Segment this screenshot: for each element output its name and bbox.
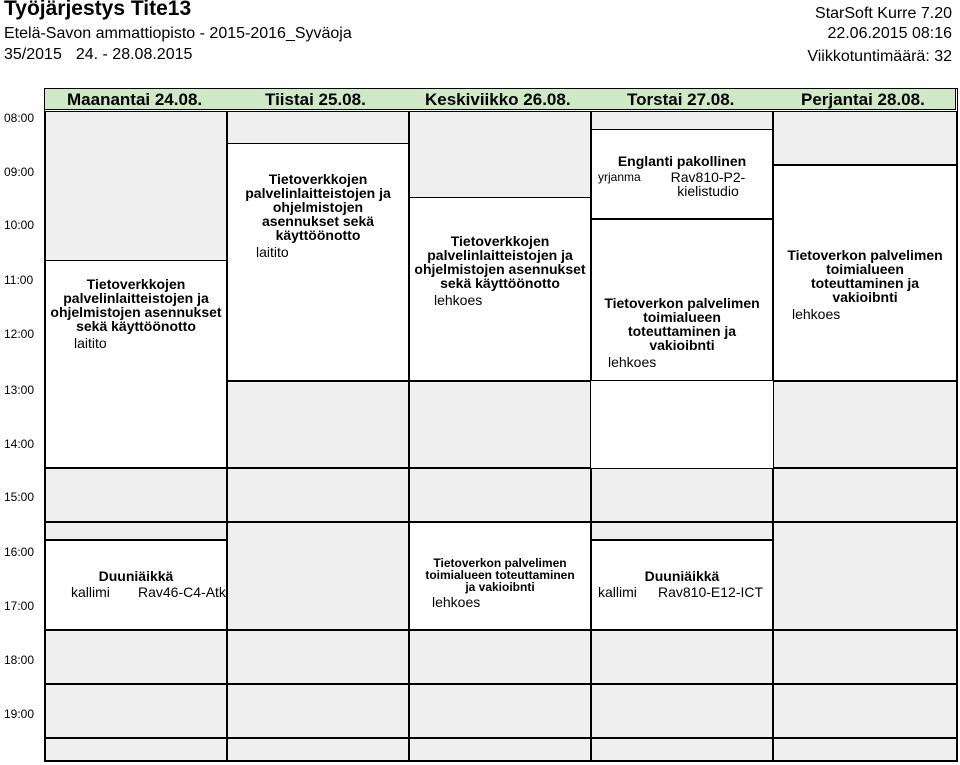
- empty-slot: [409, 468, 591, 522]
- lesson-thursday-work[interactable]: [591, 540, 773, 630]
- weekly-hours: Viikkotuntimäärä: 32: [807, 48, 952, 65]
- time-label: 13:00: [4, 383, 35, 397]
- empty-slot: [227, 522, 409, 630]
- week-info: [4, 46, 206, 64]
- time-label: 18:00: [4, 653, 35, 667]
- lesson-teacher: lehkoes: [608, 354, 657, 370]
- empty-slot: [227, 468, 409, 522]
- empty-slot: [45, 684, 227, 738]
- empty-slot: [409, 630, 591, 684]
- empty-slot: [591, 522, 773, 540]
- empty-slot: [227, 738, 409, 761]
- lesson-thursday-server-domain[interactable]: [591, 219, 773, 381]
- lesson-details: [592, 585, 772, 601]
- lesson-title: Englanti pakollinen: [617, 153, 747, 169]
- lesson-monday-network-install[interactable]: [45, 260, 227, 468]
- time-label: 14:00: [4, 437, 35, 451]
- week-range: 24. - 28.08.2015: [75, 46, 193, 63]
- day-header-tuesday: Tiistai 25.08.: [265, 90, 366, 109]
- lesson-room: Rav810-E12-ICT: [658, 584, 764, 600]
- time-label: 11:00: [4, 273, 34, 287]
- time-label: 09:00: [4, 165, 35, 179]
- empty-slot: [409, 381, 591, 468]
- empty-slot: [773, 630, 957, 684]
- lesson-title: Tietoverkkojen palvelinlaitteistojen ja ohjelmistojen asennukset sekä käyttöönotto: [50, 276, 222, 334]
- lesson-teacher: kallimi: [71, 584, 110, 600]
- empty-slot: [409, 684, 591, 738]
- lesson-teacher: laitito: [256, 244, 289, 260]
- empty-slot: [227, 684, 409, 738]
- lesson-friday-server-domain[interactable]: [773, 165, 957, 381]
- empty-slot: [773, 468, 957, 522]
- time-label: 12:00: [4, 327, 35, 341]
- empty-slot: [45, 738, 227, 761]
- app-name: StarSoft Kurre 7.20: [815, 5, 952, 22]
- lesson-teacher: lehkoes: [432, 594, 481, 610]
- empty-slot: [591, 738, 773, 761]
- day-header-monday: Maanantai 24.08.: [67, 90, 203, 109]
- lesson-monday-work[interactable]: [45, 540, 227, 630]
- lesson-teacher: lehkoes: [792, 306, 841, 322]
- empty-slot: [591, 630, 773, 684]
- lesson-title: Tietoverkkojen palvelinlaitteistojen ja ohjelmistojen asennukset sekä käyttöönotto: [414, 233, 586, 291]
- lesson-title: Tietoverkon palvelimen toimialueen toteuttaminen ja vakioibnti: [787, 247, 943, 305]
- empty-slot: [45, 630, 227, 684]
- time-label: 19:00: [4, 707, 35, 721]
- time-label: 08:00: [4, 111, 35, 125]
- school-name: Etelä-Savon ammattiopisto - 2015-2016_Syväoja: [4, 25, 352, 42]
- lesson-wednesday-server-domain[interactable]: [409, 522, 591, 630]
- empty-slot: [227, 381, 409, 468]
- timetable-grid: [44, 88, 958, 762]
- lesson-room: Rav46-C4-Atk: [138, 584, 226, 600]
- page-title: Työjärjestys Tite13: [4, 0, 192, 20]
- time-label: 10:00: [4, 218, 35, 232]
- day-header-wednesday: Keskiviikko 26.08.: [425, 90, 571, 109]
- lesson-teacher: kallimi: [598, 584, 637, 600]
- lesson-teacher: laitito: [74, 335, 107, 351]
- day-header-row: [44, 88, 956, 110]
- lesson-wednesday-network-install[interactable]: [409, 197, 591, 381]
- empty-slot: [773, 381, 957, 468]
- empty-slot: [591, 684, 773, 738]
- week-number: 35/2015: [4, 46, 62, 63]
- empty-slot: [591, 468, 773, 522]
- time-label: 17:00: [4, 599, 35, 613]
- lesson-room: Rav810-P2-kielistudio: [670, 169, 746, 199]
- empty-slot: [773, 522, 957, 630]
- time-label: 16:00: [4, 545, 35, 559]
- lesson-title: Tietoverkkojen palvelinlaitteistojen ja ohjelmistojen asennukset sekä käyttöönotto: [245, 171, 391, 243]
- lesson-title: Tietoverkon palvelimen toimialueen toteuttaminen ja vakioibnti: [425, 556, 575, 594]
- day-header-thursday: Torstai 27.08.: [627, 90, 735, 109]
- empty-slot: [227, 630, 409, 684]
- empty-slot: [45, 522, 227, 540]
- lesson-details: [46, 585, 226, 601]
- lesson-title: Duuniäikkä: [644, 568, 720, 584]
- lesson-title: Tietoverkon palvelimen toimialueen toteuttaminen ja vakioibnti: [604, 295, 760, 353]
- lesson-thursday-english[interactable]: [591, 129, 773, 219]
- empty-slot: [773, 738, 957, 761]
- lesson-teacher: yrjanma: [598, 170, 641, 184]
- lesson-tuesday-network-install[interactable]: [227, 143, 409, 381]
- time-label: 15:00: [4, 490, 35, 504]
- print-date: 22.06.2015 08:16: [827, 25, 952, 42]
- empty-slot: [409, 738, 591, 761]
- empty-slot: [773, 111, 957, 165]
- lesson-title: Duuniäikkä: [98, 568, 174, 584]
- day-header-friday: Perjantai 28.08.: [801, 90, 925, 109]
- lesson-details: [592, 170, 772, 200]
- lesson-teacher: lehkoes: [434, 292, 483, 308]
- empty-slot: [773, 684, 957, 738]
- empty-slot: [45, 468, 227, 522]
